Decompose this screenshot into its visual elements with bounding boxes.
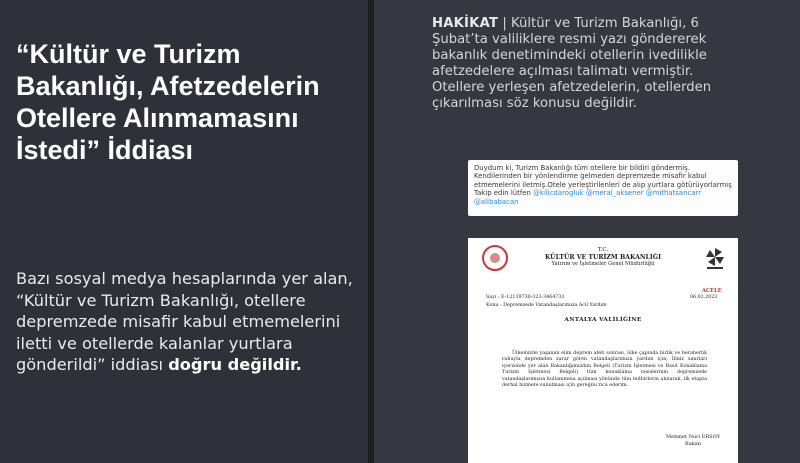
truth-text: Kültür ve Turizm Bakanlığı, 6 Şubat’ta valiliklere resmi yazı göndererek bakanlık denetimindeki otellerin ivedilikle afetzedelere açılması talimatı vermiştir. Otellere yerleşen afetzedelerin, otellerden çıkarılması söz konusu değildir.: [432, 16, 712, 111]
mention-link[interactable]: @alibabacan: [474, 197, 519, 206]
letter-number: Sayı : E-12139730-323-3464733: [486, 295, 565, 300]
signer-title: Bakan: [685, 441, 701, 447]
claim-body-text: Bazı sosyal medya hesaplarında yer alan, “Kültür ve Turizm Bakanlığı, otellere depremzede misafir kabul etmemelerini iletti ve otellerde kalanlar yurtlara gönderildi” iddiası: [16, 269, 353, 374]
letter-subject: Konu : Depremzede Vatandaşlarımıza Acil Yardım: [486, 303, 607, 308]
letter-body: Ülkemizde yaşanan elim deprem afeti sonrası, ülke çapında birlik ve beraberlik ruhuyla depremden zarar gören vatandaşlarımıza yardım için; İliniz sınırları içerisinde yer alan Bakanlığımızdan Belgeli (Turizm İşletmesi ve Basit Konaklama Turizm İşletmesi Belgeli) tüm konaklama tesislerinin depremzede vatandaşlarımızın kullanımına açılması yönünde tüm tedbirlerin alınarak, ilk etapta derhal hizmete sunulması için gereğini rica ederim.: [502, 351, 707, 389]
claim-title: “Kültür ve Turizm Bakanlığı, Afetzedelerin Otellere Alınmamasını İstedi” İddiası: [16, 39, 320, 165]
urgency-label: ACELE: [702, 288, 722, 294]
claim-body: [16, 268, 356, 376]
mention-link[interactable]: @mithatsancarr: [645, 189, 702, 198]
letter-header-tc: T.C.: [597, 247, 609, 253]
letter-signature: [658, 434, 728, 448]
truth-paragraph: [432, 16, 722, 112]
official-letter: [468, 238, 738, 463]
letter-recipient: ANTALYA VALİLİĞİNE: [564, 317, 642, 323]
fact-panel: [374, 0, 800, 463]
truth-tag: HAKİKAT: [432, 16, 499, 31]
letter-date: 06.02.2023: [690, 295, 718, 300]
tweet-text: Duydum ki, Turizm Bakanlığı tüm otellere bir bildiri göndermiş. Kendilerinden bir yönlendirme gelmeden depremzede misafir kabul etmemelerini iletmiş.Otele yerleştirilenleri de alıp yurtlara götürüyorlarmış: [474, 164, 732, 189]
mention-link[interactable]: @meral_aksener: [585, 189, 644, 198]
signer-name: Mehmet Nuri ERSOY: [665, 434, 720, 440]
letter-header-directorate: Yatırım ve İşletmeler Genel Müdürlüğü: [551, 261, 655, 267]
tweet-screenshot: [468, 160, 738, 216]
claim-verdict: doğru değildir.: [168, 355, 302, 374]
tweet-mentions: [474, 189, 732, 206]
tweet-follow-label: Takip edin lütfen: [474, 189, 531, 198]
truth-separator: |: [502, 16, 507, 31]
claim-panel: [0, 0, 368, 463]
mention-link[interactable]: @kilicdarogluk: [533, 189, 584, 198]
letter-header-ministry: KÜLTÜR VE TURİZM BAKANLIĞI: [545, 254, 661, 261]
